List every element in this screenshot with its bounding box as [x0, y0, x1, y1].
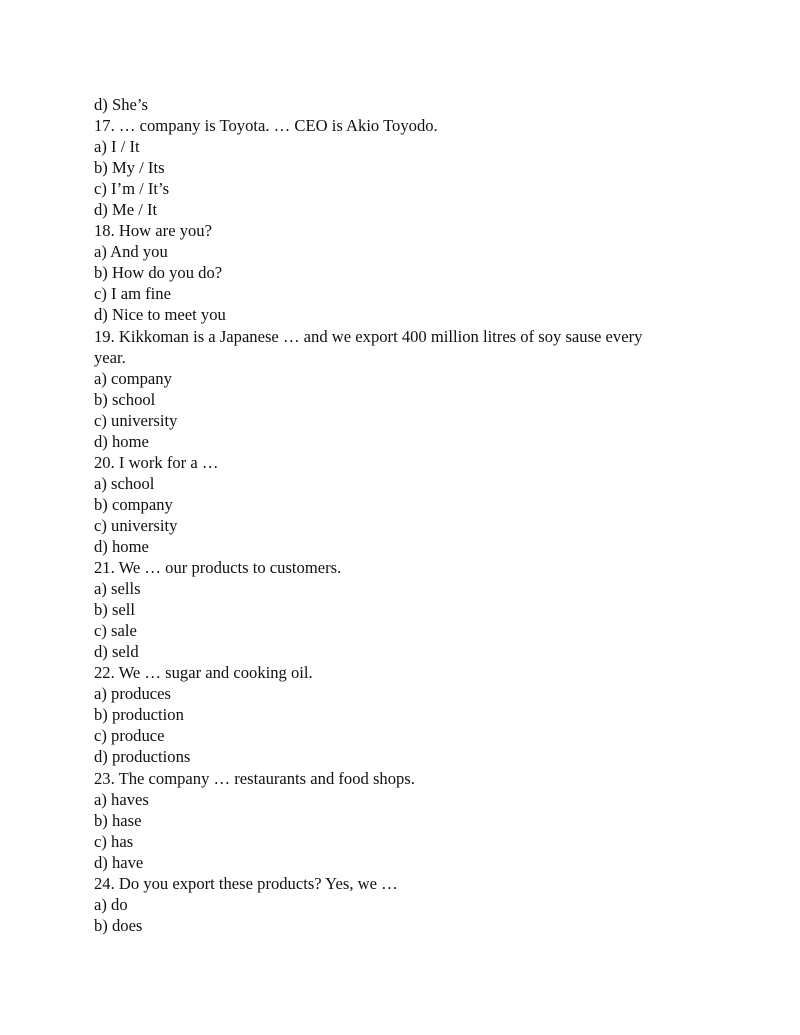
answer-option: a) sells — [94, 579, 141, 599]
answer-option: d) Nice to meet you — [94, 305, 226, 325]
answer-option: c) I’m / It’s — [94, 179, 170, 199]
answer-option: a) school — [94, 473, 155, 493]
answer-option: c) I am fine — [94, 284, 171, 304]
answer-option: c) has — [94, 831, 134, 851]
question-22: 22. We … sugar and cooking oil. — [94, 663, 313, 683]
answer-option: c) university — [94, 410, 178, 430]
answer-option: a) haves — [94, 789, 149, 809]
answer-option: b) company — [94, 494, 173, 514]
answer-option: a) company — [94, 368, 172, 388]
answer-option: d) productions — [94, 747, 191, 767]
quiz-text — [94, 94, 714, 936]
question-18: 18. How are you? — [94, 221, 212, 241]
question-19: 19. Kikkoman is a Japanese … and we export 400 million litres of soy sause every — [94, 326, 643, 346]
question-20: 20. I work for a … — [94, 452, 219, 472]
answer-option: b) How do you do? — [94, 263, 223, 283]
answer-option: d) She’s — [94, 95, 148, 114]
answer-option: d) home — [94, 536, 149, 556]
answer-option: a) do — [94, 894, 128, 914]
answer-option: b) does — [94, 915, 143, 935]
question-21: 21. We … our products to customers. — [94, 558, 342, 578]
question-19-continued: year. — [94, 347, 126, 367]
answer-option: b) production — [94, 705, 184, 725]
answer-option: d) have — [94, 852, 144, 872]
question-17: 17. … company is Toyota. … CEO is Akio Toyodo. — [94, 116, 438, 136]
answer-option: b) My / Its — [94, 158, 165, 178]
answer-option: c) university — [94, 515, 178, 535]
answer-option: d) seld — [94, 642, 139, 662]
answer-option: a) I / It — [94, 137, 140, 157]
question-24: 24. Do you export these products? Yes, we … — [94, 873, 398, 893]
answer-option: d) home — [94, 431, 149, 451]
answer-option: a) produces — [94, 684, 171, 704]
answer-option: c) produce — [94, 726, 165, 746]
answer-option: d) Me / It — [94, 200, 158, 220]
answer-option: b) sell — [94, 600, 136, 620]
answer-option: b) hase — [94, 810, 142, 830]
answer-option: a) And you — [94, 242, 168, 262]
question-23: 23. The company … restaurants and food shops. — [94, 768, 415, 788]
answer-option: c) sale — [94, 621, 137, 641]
answer-option: b) school — [94, 389, 156, 409]
